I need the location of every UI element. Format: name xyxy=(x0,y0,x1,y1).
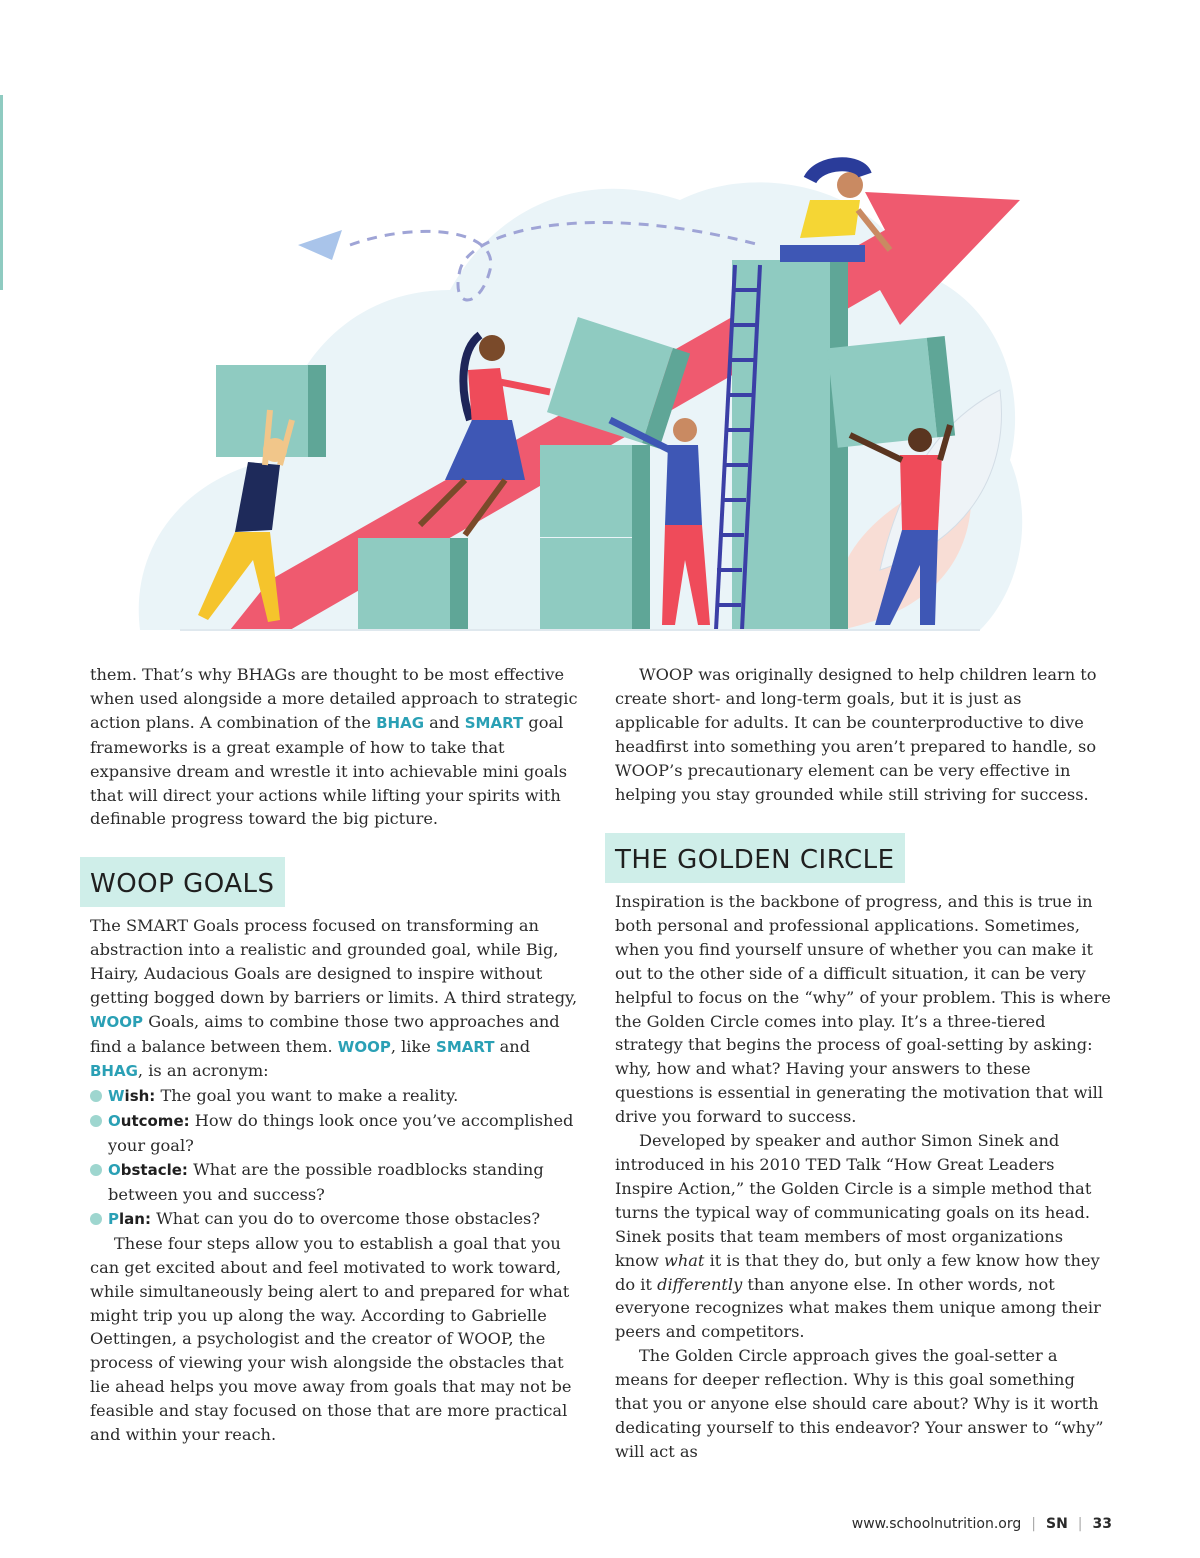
highlight-term: WOOP xyxy=(90,1012,144,1031)
list-item: Outcome: How do things look once you’ve accomplished your goal? xyxy=(90,1109,586,1158)
left-column-top xyxy=(90,663,586,831)
left-paragraph-2: The SMART Goals process focused on transforming an abstraction into a realistic and grounded goal, while Big, Hairy, Audacious Goals are designed to inspire without getting bogged down by barriers or limits. A third strategy, WOOP Goals, aims to combine those two approaches and find a balance between them. WOOP, like SMART and BHAG, is an acronym: xyxy=(90,916,578,1081)
section-heading-golden-circle: THE GOLDEN CIRCLE xyxy=(605,833,905,883)
right-paragraph-4: The Golden Circle approach gives the goal-setter a means for deeper reflection. Why is this goal something that you or anyone else should care about? Why is it worth dedicating yourself to this endeavor? Your answer to “why” will act as xyxy=(615,1346,1104,1461)
section-heading-woop: WOOP GOALS xyxy=(80,857,285,907)
highlight-term: SMART xyxy=(436,1037,495,1056)
page-number: 33 xyxy=(1092,1516,1112,1532)
list-item: Wish: The goal you want to make a reality. xyxy=(90,1084,586,1109)
highlight-term: BHAG xyxy=(90,1062,138,1081)
list-item: Plan: What can you do to overcome those obstacles? xyxy=(90,1207,586,1232)
page-edge-tab xyxy=(0,95,3,290)
list-item: Obstacle: What are the possible roadblocks standing between you and success? xyxy=(90,1158,586,1207)
goal-setting-illustration xyxy=(120,120,1040,640)
left-column-bottom xyxy=(90,914,586,1447)
highlight-term: SMART xyxy=(464,713,524,732)
highlight-term: BHAG xyxy=(376,713,425,732)
page-footer: www.schoolnutrition.org | SN | 33 xyxy=(851,1516,1112,1532)
right-paragraph-3: Developed by speaker and author Simon Sinek and introduced in his 2010 TED Talk “How Great Leaders Inspire Action,” the Golden Circle is a simple method that turns the typical way of communicating goals on its head. Sinek posits that team members of most organizations know what it is that they do, but only a few know how they do it differently than anyone else. In other words, not everyone recognizes what makes them unique among their peers and competitors. xyxy=(615,1131,1101,1342)
right-paragraph-2: Inspiration is the backbone of progress, and this is true in both personal and professional applications. Sometimes, when you find yourself unsure of whether you can make it out to the other side of a difficult situation, it can be very helpful to focus on the “why” of your problem. This is where the Golden Circle comes into play. It’s a three-tiered strategy that begins the process of goal-setting by asking: why, how and what? Having your answers to these questions is essential in generating the motivation that will drive you forward to success. xyxy=(615,892,1111,1127)
footer-brand: SN xyxy=(1045,1516,1068,1532)
highlight-term: WOOP xyxy=(337,1037,391,1056)
footer-url[interactable]: www.schoolnutrition.org xyxy=(851,1516,1022,1532)
right-column-bottom xyxy=(615,890,1111,1464)
right-paragraph-1: WOOP was originally designed to help children learn to create short- and long-term goals, but it is just as applicable for adults. It can be counterproductive to dive headfirst into something you aren’t prepared to handle, so WOOP’s precautionary element can be very effective in helping you stay grounded while still striving for success. xyxy=(615,665,1097,804)
left-paragraph-3: These four steps allow you to establish a goal that you can get excited about and feel motivated to work toward, while simultaneously being alert to and prepared for what might trip you up along the way. According to Gabrielle Oettingen, a psychologist and the creator of WOOP, the process of viewing your wish alongside the obstacles that lie ahead helps you move away from goals that may not be feasible and stay focused on those that are more practical and within your reach. xyxy=(90,1233,572,1445)
woop-acronym-list xyxy=(90,1084,586,1231)
right-column-top xyxy=(615,663,1111,806)
left-paragraph-1: them. That’s why BHAGs are thought to be most effective when used alongside a more detailed approach to strategic action plans. A combination of the BHAG and SMART goal frameworks is a great example of how to take that expansive dream and wrestle it into achievable mini goals that will direct your actions while lifting your spirits with definable progress toward the big picture. xyxy=(90,665,578,829)
